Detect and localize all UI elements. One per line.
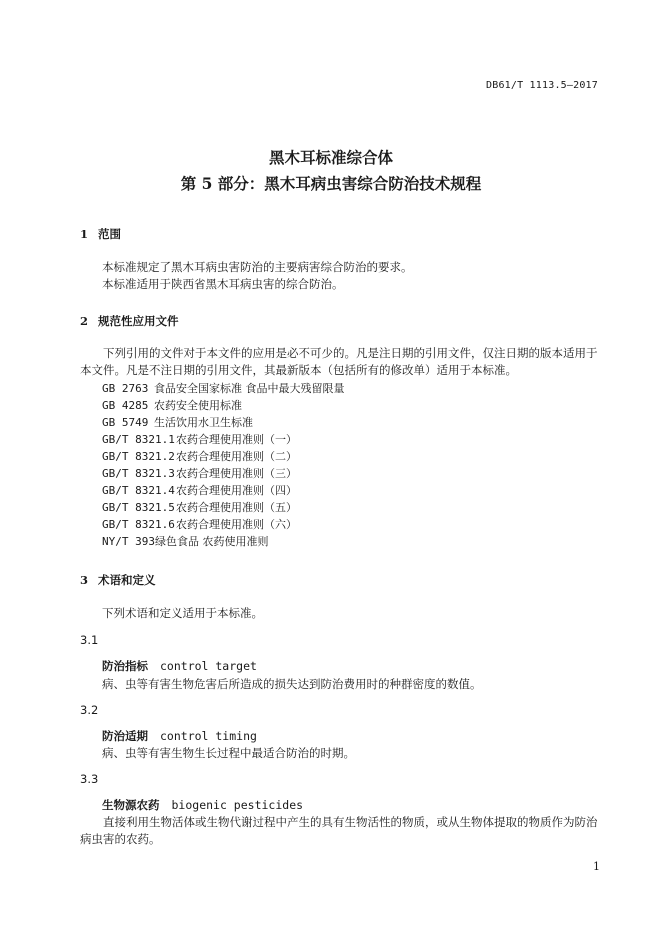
term-definition: 病、虫等有害生物生长过程中最适合防治的时期。: [102, 746, 355, 760]
section-2-intro: 下列引用的文件对于本文件的应用是必不可少的。凡是注日期的引用文件，仅注日期的版本适用于本文件。凡是不注日期的引用文件，其最新版本（包括所有的修改单）适用于本标准。: [80, 346, 598, 377]
reference-item: [102, 431, 297, 447]
reference-item: [102, 465, 297, 481]
reference-title: 农药合理使用准则（五）: [176, 501, 297, 514]
reference-title: 绿色食品 农药使用准则: [154, 535, 269, 548]
term-number: 3.2: [80, 703, 99, 717]
term-heading: [102, 658, 257, 674]
reference-code: GB/T 8321.6: [102, 518, 175, 531]
reference-title: 农药合理使用准则（三）: [176, 467, 297, 480]
reference-code: NY/T 393: [102, 535, 155, 548]
section-1-paragraph-2: 本标准适用于陕西省黑木耳病虫害的综合防治。: [102, 277, 344, 291]
reference-code: GB/T 8321.2: [102, 450, 175, 463]
document-title-line1: 黑木耳标准综合体: [268, 148, 393, 167]
reference-title: 农药合理使用准则（二）: [176, 450, 297, 463]
section-3-intro: 下列术语和定义适用于本标准。: [102, 606, 263, 620]
reference-code: GB 5749: [102, 416, 149, 429]
reference-item: [102, 533, 268, 549]
reference-code: GB/T 8321.4: [102, 484, 175, 497]
section-2-title: 规范性应用文件: [98, 314, 179, 328]
section-3-heading: [80, 572, 156, 588]
reference-title: 农药合理使用准则（六）: [176, 518, 297, 531]
reference-code: GB 4285: [102, 399, 149, 412]
term-chinese: 防治指标: [102, 659, 148, 673]
reference-code: GB 2763: [102, 382, 149, 395]
reference-item: [102, 499, 297, 515]
reference-title: 农药安全使用标准: [154, 399, 242, 412]
term-english: control target: [160, 659, 257, 673]
reference-title: 食品安全国家标准 食品中最大残留限量: [154, 382, 345, 395]
reference-item: [102, 516, 297, 532]
term-chinese: 防治适期: [102, 729, 148, 743]
standard-id: DB61/T 1113.5—2017: [486, 80, 598, 91]
section-2-heading: [80, 313, 179, 329]
term-english: control timing: [160, 729, 257, 743]
reference-title: 农药合理使用准则（四）: [176, 484, 297, 497]
reference-item: [102, 448, 297, 464]
term-chinese: 生物源农药: [102, 798, 160, 812]
section-3-number: 3: [80, 573, 89, 587]
reference-code: GB/T 8321.5: [102, 501, 175, 514]
term-definition: 直接利用生物活体或生物代谢过程中产生的具有生物活性的物质，或从生物体提取的物质作为防治病虫害的农药。: [80, 815, 598, 846]
reference-title: 农药合理使用准则（一）: [176, 433, 297, 446]
reference-code: GB/T 8321.3: [102, 467, 175, 480]
section-1-title: 范围: [98, 227, 121, 241]
page-number: 1: [593, 860, 600, 873]
reference-item: [102, 414, 253, 430]
section-1-paragraph-1: 本标准规定了黑木耳病虫害防治的主要病害综合防治的要求。: [102, 260, 413, 274]
term-english: biogenic pesticides: [171, 798, 304, 812]
term-number: 3.3: [80, 772, 99, 786]
term-definition: 病、虫等有害生物危害后所造成的损失达到防治费用时的种群密度的数值。: [102, 677, 482, 691]
section-2-number: 2: [80, 314, 89, 328]
reference-code: GB/T 8321.1: [102, 433, 175, 446]
term-heading: [102, 797, 303, 813]
term-number: 3.1: [80, 633, 99, 647]
term-heading: [102, 728, 257, 744]
reference-title: 生活饮用水卫生标准: [154, 416, 253, 429]
document-title-line2: 第 5 部分：黑木耳病虫害综合防治技术规程: [180, 174, 482, 193]
section-3-title: 术语和定义: [98, 573, 156, 587]
section-1-number: 1: [80, 227, 89, 241]
section-1-heading: [80, 226, 121, 242]
reference-item: [102, 380, 345, 396]
reference-item: [102, 397, 242, 413]
reference-item: [102, 482, 297, 498]
